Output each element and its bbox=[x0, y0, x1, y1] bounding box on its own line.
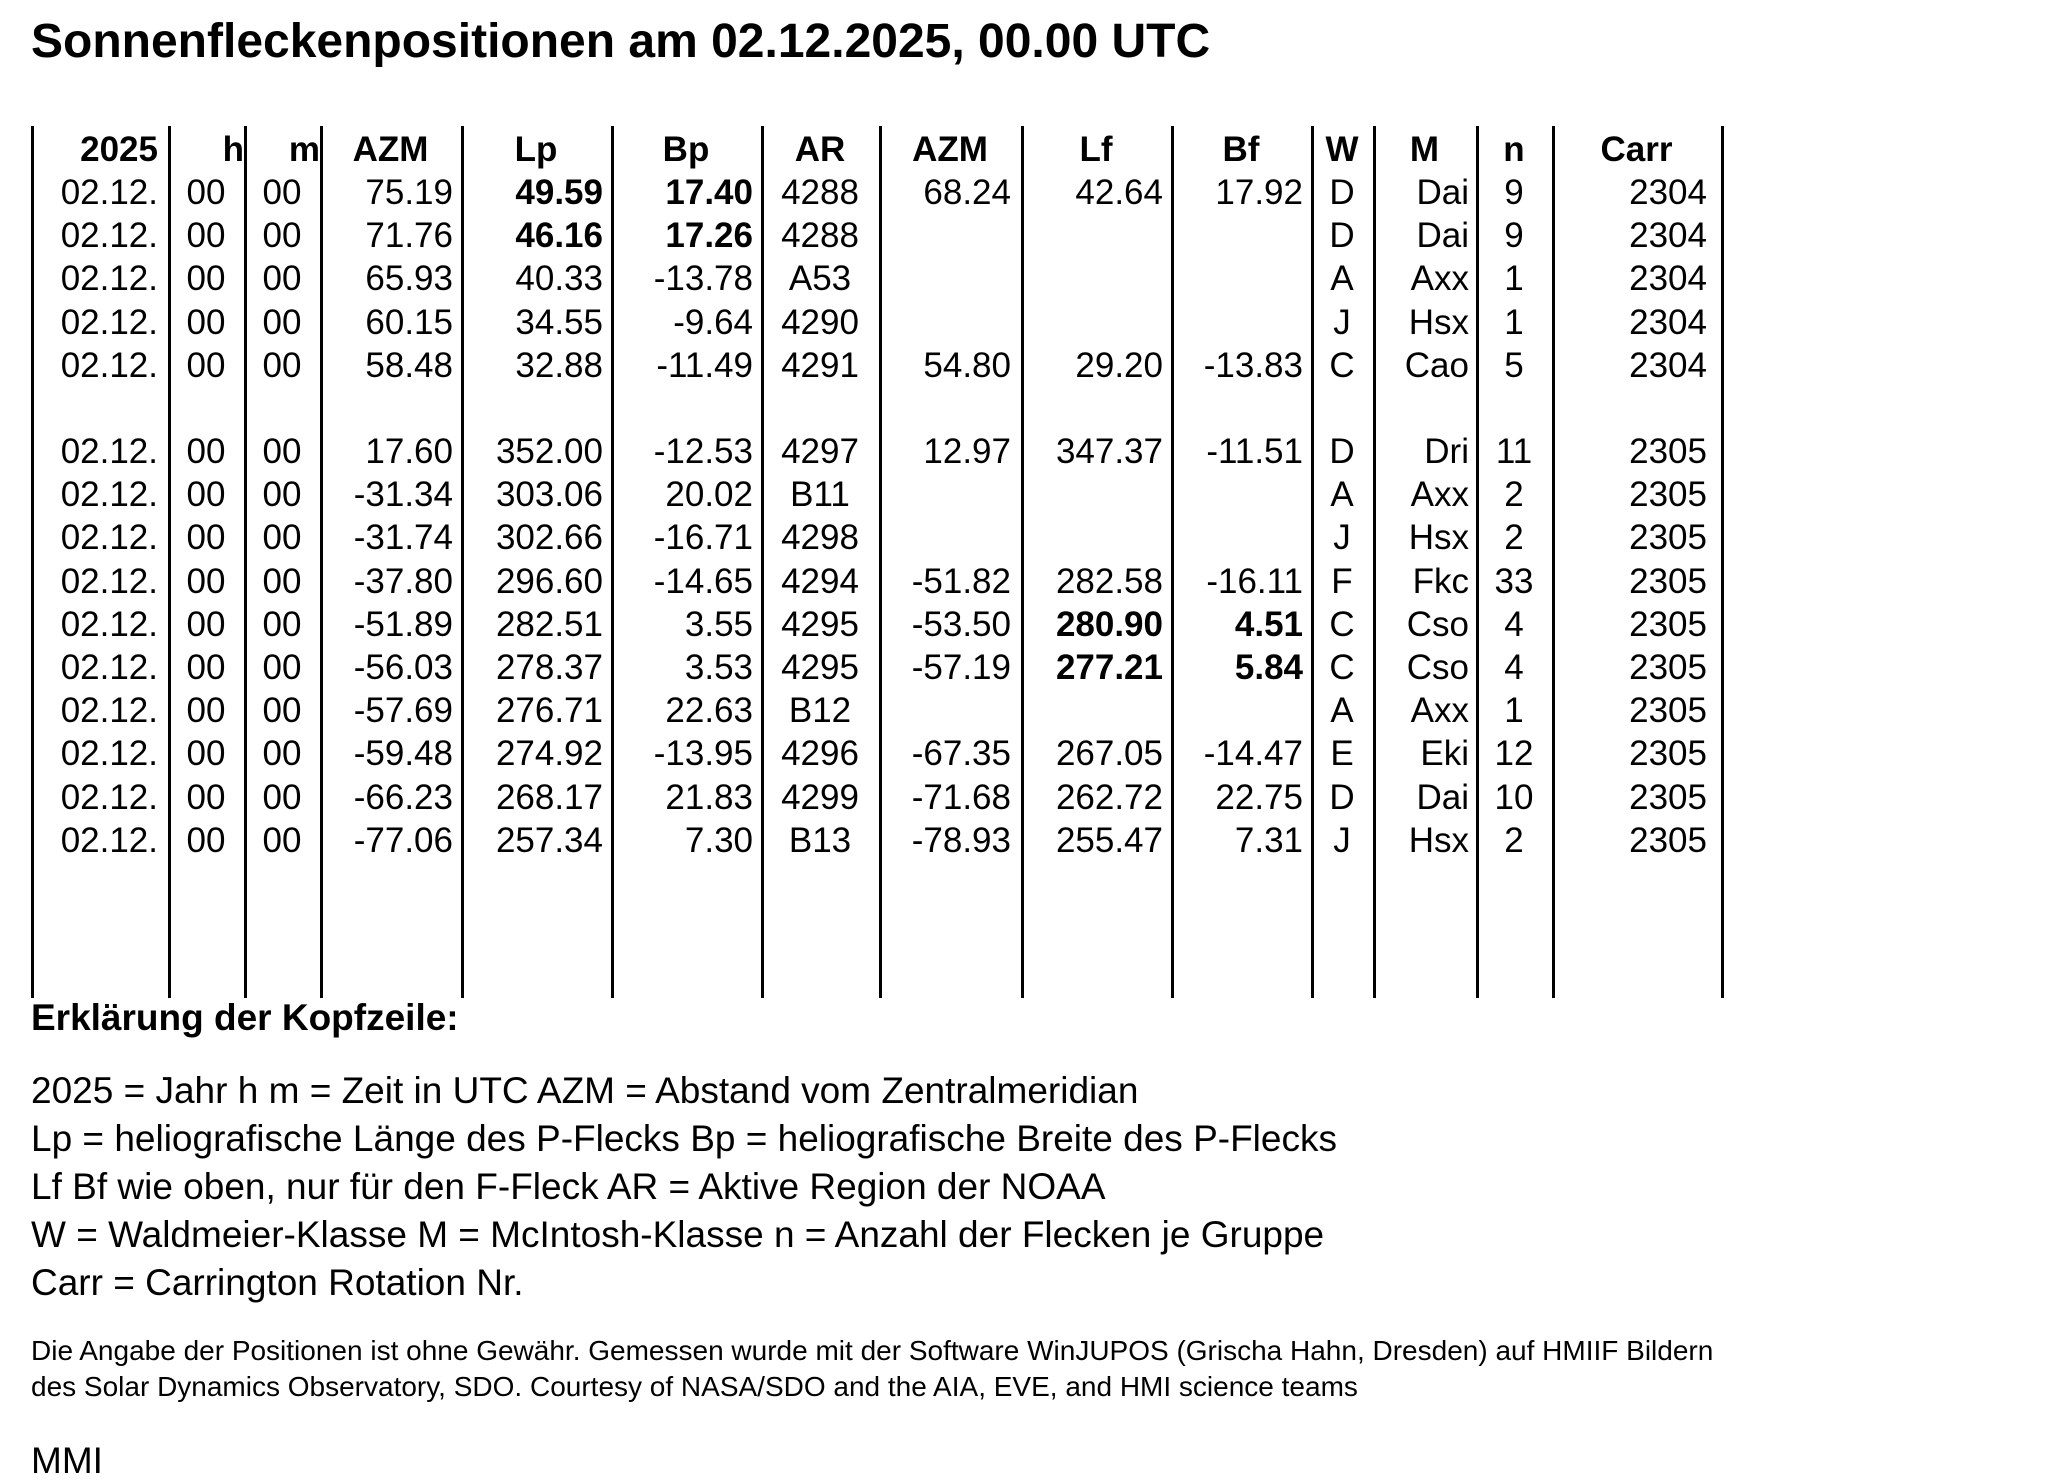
author-signature: MMI bbox=[31, 1440, 103, 1481]
cell-waldmeier: C bbox=[1329, 605, 1355, 644]
cell-date: 02.12. bbox=[60, 475, 158, 514]
cell-bp: 17.40 bbox=[665, 173, 753, 212]
header-bf: Bf bbox=[1222, 130, 1260, 169]
cell-lf bbox=[1021, 257, 1163, 300]
cell-waldmeier: J bbox=[1333, 821, 1351, 860]
cell-lp: 303.06 bbox=[495, 475, 603, 514]
cell-azm-f: -53.50 bbox=[911, 605, 1011, 644]
cell-mcintosh: Hsx bbox=[1408, 303, 1469, 342]
cell-carrington: 2305 bbox=[1629, 734, 1707, 773]
cell-lf bbox=[1021, 301, 1163, 344]
header-mcintosh: M bbox=[1409, 130, 1440, 169]
cell-lf: 29.20 bbox=[1075, 346, 1163, 385]
cell-bp: -9.64 bbox=[673, 303, 753, 342]
cell-mcintosh: Hsx bbox=[1408, 518, 1469, 557]
cell-lp: 257.34 bbox=[495, 821, 603, 860]
cell-lf bbox=[1021, 689, 1163, 732]
cell-lp: 40.33 bbox=[515, 259, 603, 298]
cell-hour: 00 bbox=[186, 562, 226, 601]
header-hour: h bbox=[222, 130, 244, 169]
cell-azm-p: -51.89 bbox=[353, 605, 453, 644]
cell-lf: 267.05 bbox=[1055, 734, 1163, 773]
cell-bf: 17.92 bbox=[1215, 173, 1303, 212]
cell-bf bbox=[1171, 301, 1303, 344]
cell-waldmeier: C bbox=[1329, 346, 1355, 385]
cell-ar: B13 bbox=[788, 821, 852, 860]
cell-lp: 34.55 bbox=[515, 303, 603, 342]
cell-minute: 00 bbox=[262, 562, 302, 601]
cell-azm-p: -57.69 bbox=[353, 691, 453, 730]
cell-waldmeier: A bbox=[1330, 259, 1354, 298]
cell-date: 02.12. bbox=[60, 432, 158, 471]
cell-count: 1 bbox=[1504, 691, 1524, 730]
cell-hour: 00 bbox=[186, 605, 226, 644]
cell-hour: 00 bbox=[186, 518, 226, 557]
cell-bf: -13.83 bbox=[1203, 346, 1303, 385]
table-row bbox=[31, 646, 1731, 689]
cell-carrington: 2305 bbox=[1629, 821, 1707, 860]
table-row bbox=[31, 171, 1731, 214]
table-row bbox=[31, 473, 1731, 516]
table-row bbox=[31, 560, 1731, 603]
cell-minute: 00 bbox=[262, 216, 302, 255]
header-lp: Lp bbox=[514, 130, 558, 169]
cell-mcintosh: Hsx bbox=[1408, 821, 1469, 860]
cell-hour: 00 bbox=[186, 778, 226, 817]
cell-count: 2 bbox=[1504, 475, 1524, 514]
table-row bbox=[31, 257, 1731, 300]
cell-lp: 282.51 bbox=[495, 605, 603, 644]
cell-minute: 00 bbox=[262, 691, 302, 730]
cell-lf bbox=[1021, 516, 1163, 559]
cell-bp: -13.95 bbox=[653, 734, 753, 773]
cell-minute: 00 bbox=[262, 734, 302, 773]
cell-bf bbox=[1171, 214, 1303, 257]
cell-carrington: 2305 bbox=[1629, 778, 1707, 817]
cell-date: 02.12. bbox=[60, 691, 158, 730]
cell-lp: 276.71 bbox=[495, 691, 603, 730]
cell-mcintosh: Dai bbox=[1416, 173, 1469, 212]
cell-mcintosh: Fkc bbox=[1412, 562, 1469, 601]
cell-azm-p: -37.80 bbox=[353, 562, 453, 601]
cell-lp: 278.37 bbox=[495, 648, 603, 687]
cell-mcintosh: Dai bbox=[1416, 778, 1469, 817]
cell-waldmeier: D bbox=[1329, 778, 1355, 817]
cell-waldmeier: J bbox=[1333, 303, 1351, 342]
cell-bf: 4.51 bbox=[1234, 605, 1303, 644]
cell-count: 10 bbox=[1494, 778, 1534, 817]
cell-mcintosh: Axx bbox=[1410, 475, 1469, 514]
cell-hour: 00 bbox=[186, 173, 226, 212]
cell-hour: 00 bbox=[186, 346, 226, 385]
cell-bp: 21.83 bbox=[665, 778, 753, 817]
cell-date: 02.12. bbox=[60, 173, 158, 212]
cell-hour: 00 bbox=[186, 734, 226, 773]
cell-azm-p: -31.74 bbox=[353, 518, 453, 557]
cell-azm-f: -71.68 bbox=[911, 778, 1011, 817]
cell-minute: 00 bbox=[262, 475, 302, 514]
cell-azm-f bbox=[879, 689, 1011, 732]
cell-mcintosh: Eki bbox=[1420, 734, 1469, 773]
cell-carrington: 2305 bbox=[1629, 605, 1707, 644]
cell-bp: -13.78 bbox=[653, 259, 753, 298]
cell-azm-f: 12.97 bbox=[923, 432, 1011, 471]
header-lf: Lf bbox=[1079, 130, 1113, 169]
cell-ar: B11 bbox=[790, 475, 850, 514]
cell-date: 02.12. bbox=[60, 346, 158, 385]
cell-count: 5 bbox=[1504, 346, 1524, 385]
table-row bbox=[31, 430, 1731, 473]
header-azm-p: AZM bbox=[352, 130, 429, 169]
cell-mcintosh: Cso bbox=[1406, 605, 1469, 644]
cell-lp: 274.92 bbox=[495, 734, 603, 773]
cell-minute: 00 bbox=[262, 346, 302, 385]
cell-ar: 4291 bbox=[781, 346, 859, 385]
cell-ar: 4298 bbox=[781, 518, 859, 557]
cell-hour: 00 bbox=[186, 432, 226, 471]
cell-bf bbox=[1171, 257, 1303, 300]
cell-waldmeier: C bbox=[1329, 648, 1355, 687]
cell-azm-f: 54.80 bbox=[923, 346, 1011, 385]
cell-carrington: 2305 bbox=[1629, 562, 1707, 601]
cell-date: 02.12. bbox=[60, 259, 158, 298]
cell-bp: 3.55 bbox=[684, 605, 753, 644]
cell-lp: 46.16 bbox=[515, 216, 603, 255]
cell-waldmeier: F bbox=[1331, 562, 1353, 601]
cell-ar: 4299 bbox=[781, 778, 859, 817]
cell-bf: 5.84 bbox=[1234, 648, 1303, 687]
cell-ar: 4288 bbox=[781, 216, 859, 255]
explanation-line: Carr = Carrington Rotation Nr. bbox=[31, 1262, 524, 1303]
cell-bf: -16.11 bbox=[1206, 562, 1303, 601]
cell-lf: 262.72 bbox=[1055, 778, 1163, 817]
explanation-line: 2025 = Jahr h m = Zeit in UTC AZM = Abstand vom Zentralmeridian bbox=[31, 1070, 1139, 1111]
cell-mcintosh: Dai bbox=[1416, 216, 1469, 255]
cell-bf: -14.47 bbox=[1203, 734, 1303, 773]
header-bp: Bp bbox=[662, 130, 710, 169]
cell-date: 02.12. bbox=[60, 605, 158, 644]
header-date: 2025 bbox=[80, 130, 158, 169]
cell-date: 02.12. bbox=[60, 518, 158, 557]
cell-date: 02.12. bbox=[60, 821, 158, 860]
cell-minute: 00 bbox=[262, 173, 302, 212]
cell-azm-f bbox=[879, 473, 1011, 516]
explanation-heading: Erklärung der Kopfzeile: bbox=[31, 997, 459, 1038]
cell-azm-p: -31.34 bbox=[353, 475, 453, 514]
cell-minute: 00 bbox=[262, 259, 302, 298]
header-minute: m bbox=[288, 130, 320, 169]
cell-bp: -14.65 bbox=[653, 562, 753, 601]
cell-bp: -16.71 bbox=[653, 518, 753, 557]
cell-azm-f bbox=[879, 301, 1011, 344]
header-waldmeier: W bbox=[1325, 130, 1359, 169]
cell-carrington: 2305 bbox=[1629, 518, 1707, 557]
cell-mcintosh: Cao bbox=[1404, 346, 1469, 385]
cell-waldmeier: J bbox=[1333, 518, 1351, 557]
page-title: Sonnenfleckenpositionen am 02.12.2025, 00.00 UTC bbox=[31, 15, 1211, 68]
cell-lf: 347.37 bbox=[1055, 432, 1163, 471]
cell-count: 2 bbox=[1504, 821, 1524, 860]
cell-bf bbox=[1171, 473, 1303, 516]
cell-azm-f: -78.93 bbox=[911, 821, 1011, 860]
cell-azm-f bbox=[879, 214, 1011, 257]
cell-ar: 4288 bbox=[781, 173, 859, 212]
explanation-line: Lf Bf wie oben, nur für den F-Fleck AR = Aktive Region der NOAA bbox=[31, 1166, 1106, 1207]
sunspot-table bbox=[31, 126, 1731, 998]
cell-ar: 4290 bbox=[781, 303, 859, 342]
cell-carrington: 2304 bbox=[1629, 259, 1707, 298]
cell-count: 11 bbox=[1495, 432, 1533, 471]
cell-carrington: 2305 bbox=[1629, 475, 1707, 514]
cell-lp: 302.66 bbox=[495, 518, 603, 557]
cell-azm-f: -51.82 bbox=[911, 562, 1011, 601]
cell-minute: 00 bbox=[262, 778, 302, 817]
table-row bbox=[31, 214, 1731, 257]
cell-minute: 00 bbox=[262, 821, 302, 860]
cell-ar: 4295 bbox=[781, 605, 859, 644]
cell-azm-p: 17.60 bbox=[365, 432, 453, 471]
table-row bbox=[31, 776, 1731, 819]
cell-azm-f: 68.24 bbox=[923, 173, 1011, 212]
cell-date: 02.12. bbox=[60, 303, 158, 342]
cell-lp: 268.17 bbox=[495, 778, 603, 817]
cell-carrington: 2305 bbox=[1629, 432, 1707, 471]
cell-waldmeier: A bbox=[1330, 475, 1354, 514]
cell-count: 33 bbox=[1494, 562, 1534, 601]
cell-azm-f bbox=[879, 516, 1011, 559]
cell-hour: 00 bbox=[186, 216, 226, 255]
header-carrington: Carr bbox=[1600, 130, 1673, 169]
cell-ar: A53 bbox=[788, 259, 852, 298]
table-row bbox=[31, 819, 1731, 862]
cell-hour: 00 bbox=[186, 475, 226, 514]
cell-lf bbox=[1021, 473, 1163, 516]
cell-count: 4 bbox=[1504, 605, 1524, 644]
cell-bp: -12.53 bbox=[653, 432, 753, 471]
cell-bp: 17.26 bbox=[665, 216, 753, 255]
cell-bf: 22.75 bbox=[1215, 778, 1303, 817]
cell-count: 4 bbox=[1504, 648, 1524, 687]
cell-azm-p: -77.06 bbox=[353, 821, 453, 860]
cell-azm-p: 58.48 bbox=[365, 346, 453, 385]
cell-lf bbox=[1021, 214, 1163, 257]
cell-hour: 00 bbox=[186, 303, 226, 342]
cell-carrington: 2304 bbox=[1629, 346, 1707, 385]
cell-minute: 00 bbox=[262, 648, 302, 687]
cell-hour: 00 bbox=[186, 821, 226, 860]
cell-count: 1 bbox=[1504, 303, 1524, 342]
cell-carrington: 2304 bbox=[1629, 216, 1707, 255]
cell-azm-p: -56.03 bbox=[353, 648, 453, 687]
cell-minute: 00 bbox=[262, 303, 302, 342]
cell-lp: 352.00 bbox=[495, 432, 603, 471]
table-row bbox=[31, 732, 1731, 775]
cell-azm-p: 71.76 bbox=[365, 216, 453, 255]
cell-bp: -11.49 bbox=[656, 346, 753, 385]
cell-ar: 4296 bbox=[781, 734, 859, 773]
cell-date: 02.12. bbox=[60, 734, 158, 773]
cell-date: 02.12. bbox=[60, 216, 158, 255]
explanation-line: Lp = heliografische Länge des P-Flecks Bp = heliografische Breite des P-Flecks bbox=[31, 1118, 1337, 1159]
cell-date: 02.12. bbox=[60, 648, 158, 687]
cell-hour: 00 bbox=[186, 259, 226, 298]
disclaimer-line: des Solar Dynamics Observatory, SDO. Courtesy of NASA/SDO and the AIA, EVE, and HMI science teams bbox=[31, 1371, 1358, 1402]
cell-bf: 7.31 bbox=[1234, 821, 1303, 860]
cell-bf bbox=[1171, 689, 1303, 732]
cell-bp: 22.63 bbox=[665, 691, 753, 730]
cell-carrington: 2304 bbox=[1629, 173, 1707, 212]
cell-ar: B12 bbox=[788, 691, 852, 730]
cell-mcintosh: Cso bbox=[1406, 648, 1469, 687]
cell-lp: 49.59 bbox=[515, 173, 603, 212]
cell-hour: 00 bbox=[186, 691, 226, 730]
cell-azm-p: 75.19 bbox=[365, 173, 453, 212]
cell-mcintosh: Dri bbox=[1424, 432, 1469, 471]
cell-lp: 32.88 bbox=[515, 346, 603, 385]
cell-carrington: 2305 bbox=[1629, 648, 1707, 687]
cell-lp: 296.60 bbox=[495, 562, 603, 601]
table-row bbox=[31, 603, 1731, 646]
cell-bf: -11.51 bbox=[1206, 432, 1303, 471]
cell-mcintosh: Axx bbox=[1410, 259, 1469, 298]
cell-minute: 00 bbox=[262, 518, 302, 557]
cell-ar: 4295 bbox=[781, 648, 859, 687]
cell-ar: 4297 bbox=[781, 432, 859, 471]
cell-waldmeier: A bbox=[1330, 691, 1354, 730]
cell-waldmeier: D bbox=[1329, 173, 1355, 212]
cell-lf: 255.47 bbox=[1055, 821, 1163, 860]
cell-azm-p: 60.15 bbox=[365, 303, 453, 342]
cell-carrington: 2305 bbox=[1629, 691, 1707, 730]
cell-waldmeier: E bbox=[1330, 734, 1354, 773]
cell-waldmeier: D bbox=[1329, 432, 1355, 471]
cell-bf bbox=[1171, 516, 1303, 559]
cell-count: 9 bbox=[1504, 173, 1524, 212]
cell-lf: 280.90 bbox=[1055, 605, 1163, 644]
cell-hour: 00 bbox=[186, 648, 226, 687]
header-azm-f: AZM bbox=[912, 130, 988, 169]
header-ar: AR bbox=[794, 130, 846, 169]
cell-azm-p: 65.93 bbox=[365, 259, 453, 298]
cell-waldmeier: D bbox=[1329, 216, 1355, 255]
disclaimer-line: Die Angabe der Positionen ist ohne Gewähr. Gemessen wurde mit der Software WinJUPOS (Grischa Hahn, Dresden) auf HMIIF Bildern bbox=[31, 1335, 1714, 1366]
cell-bp: 3.53 bbox=[684, 648, 753, 687]
cell-azm-p: -66.23 bbox=[353, 778, 453, 817]
explanation-line: W = Waldmeier-Klasse M = McIntosh-Klasse n = Anzahl der Flecken je Gruppe bbox=[31, 1214, 1325, 1255]
cell-date: 02.12. bbox=[60, 562, 158, 601]
cell-azm-f bbox=[879, 257, 1011, 300]
cell-mcintosh: Axx bbox=[1410, 691, 1469, 730]
cell-bp: 7.30 bbox=[684, 821, 753, 860]
cell-ar: 4294 bbox=[781, 562, 859, 601]
cell-count: 12 bbox=[1494, 734, 1534, 773]
cell-lf: 277.21 bbox=[1055, 648, 1163, 687]
table-row bbox=[31, 689, 1731, 732]
header-count: n bbox=[1503, 130, 1525, 169]
cell-count: 9 bbox=[1504, 216, 1524, 255]
cell-lf: 282.58 bbox=[1055, 562, 1163, 601]
cell-count: 2 bbox=[1504, 518, 1524, 557]
cell-minute: 00 bbox=[262, 432, 302, 471]
cell-carrington: 2304 bbox=[1629, 303, 1707, 342]
table-row bbox=[31, 516, 1731, 559]
cell-azm-f: -67.35 bbox=[911, 734, 1011, 773]
cell-azm-f: -57.19 bbox=[911, 648, 1011, 687]
cell-azm-p: -59.48 bbox=[353, 734, 453, 773]
cell-count: 1 bbox=[1504, 259, 1524, 298]
cell-minute: 00 bbox=[262, 605, 302, 644]
table-header-row bbox=[31, 128, 1731, 171]
table-row bbox=[31, 344, 1731, 387]
cell-bp: 20.02 bbox=[665, 475, 753, 514]
table-row bbox=[31, 301, 1731, 344]
cell-date: 02.12. bbox=[60, 778, 158, 817]
cell-lf: 42.64 bbox=[1075, 173, 1163, 212]
